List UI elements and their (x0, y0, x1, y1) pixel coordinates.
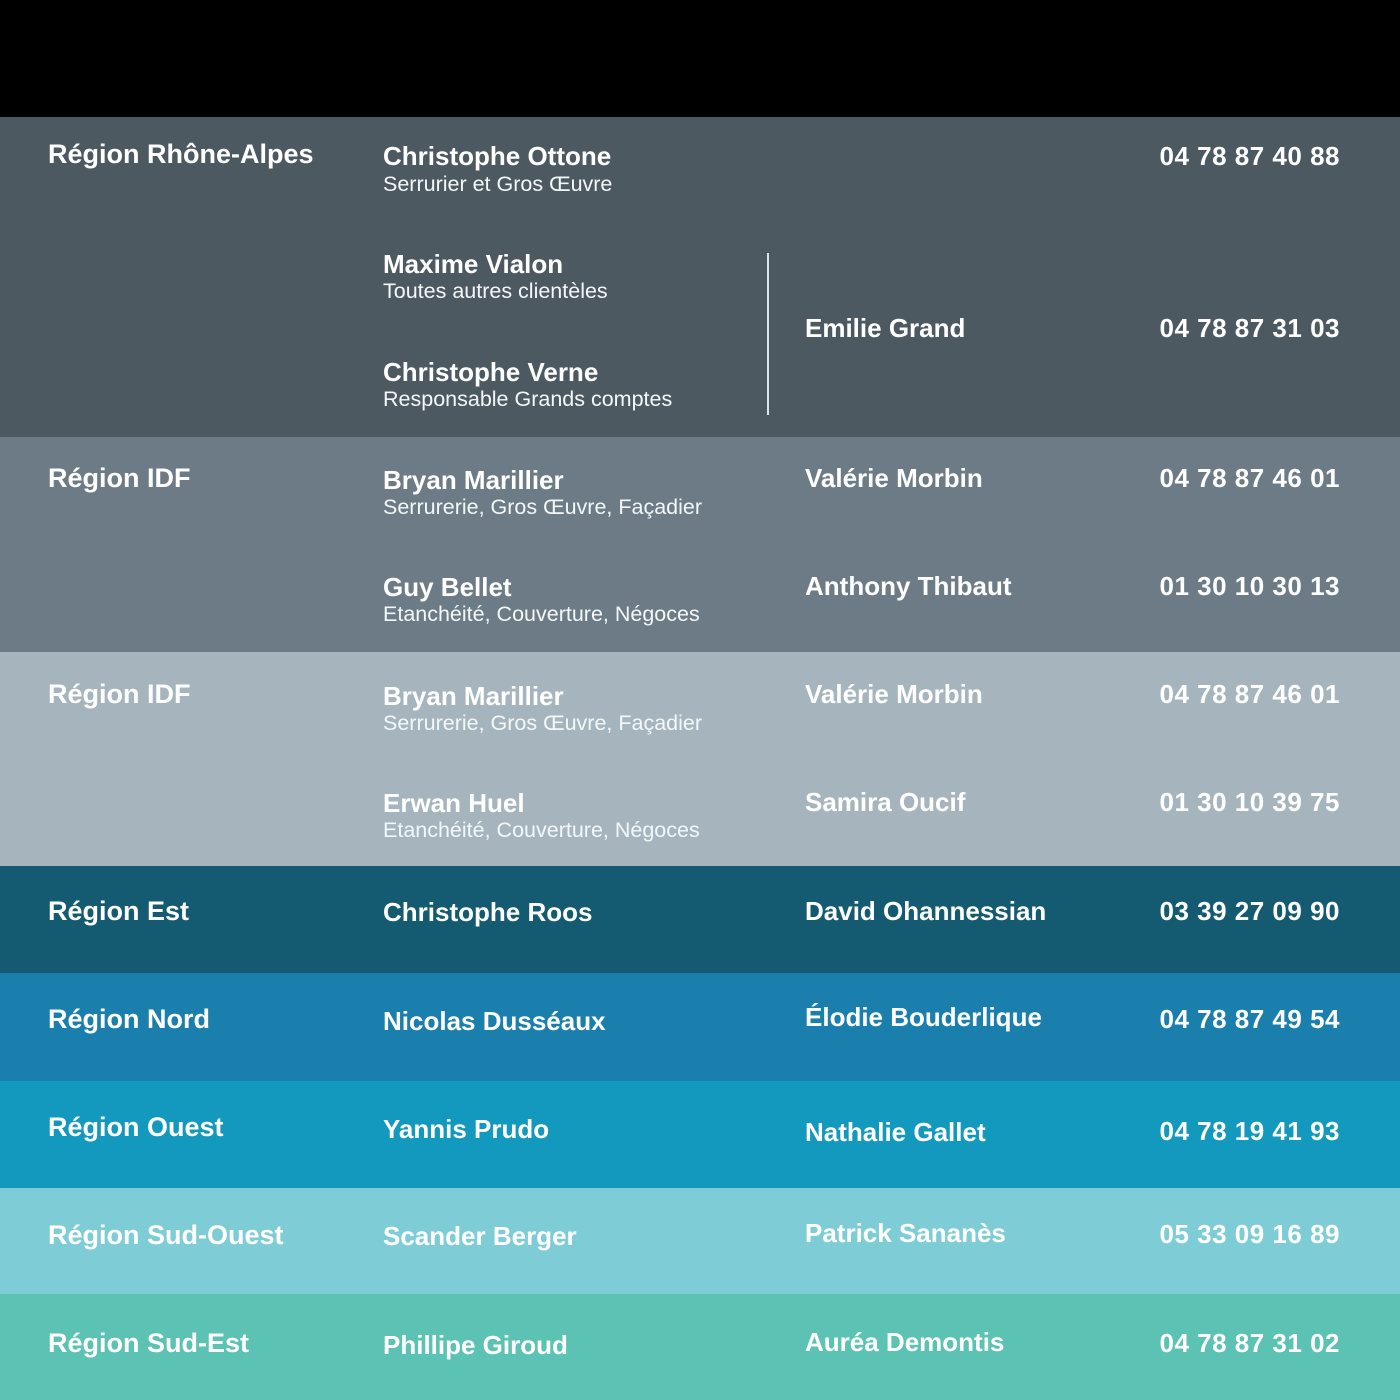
region-band-est (0, 866, 1400, 973)
contact-role: Serrurier et Gros Œuvre (383, 172, 613, 196)
region-label: Région Nord (48, 1004, 210, 1034)
contact-name: Bryan Marillier (383, 465, 564, 495)
assistant-name: Patrick Sananès (805, 1218, 1006, 1248)
contact-name: Christophe Roos (383, 897, 593, 927)
assistant-name: Valérie Morbin (805, 463, 983, 493)
contact-name: Christophe Ottone (383, 141, 612, 171)
region-label: Région Sud-Est (48, 1328, 249, 1358)
phone-number: 04 78 87 49 54 (1159, 1004, 1340, 1034)
contact-role: Serrurerie, Gros Œuvre, Façadier (383, 711, 703, 735)
phone-number: 04 78 19 41 93 (1159, 1116, 1340, 1146)
region-label: Région Est (48, 896, 190, 926)
contact-role: Etanchéité, Couverture, Négoces (383, 818, 700, 842)
phone-number: 05 33 09 16 89 (1159, 1219, 1340, 1249)
contact-name: Guy Bellet (383, 572, 512, 602)
contact-role: Toutes autres clientèles (383, 279, 608, 303)
assistant-name: Emilie Grand (805, 313, 966, 343)
phone-number: 01 30 10 30 13 (1159, 571, 1340, 601)
phone-number: 03 39 27 09 90 (1159, 896, 1340, 926)
region-label: Région IDF (48, 679, 191, 709)
header-band (0, 0, 1400, 117)
region-band-rhone-alpes (0, 117, 1400, 437)
region-band-sud-ouest (0, 1188, 1400, 1294)
phone-number: 04 78 87 31 03 (1159, 313, 1340, 343)
region-label: Région Ouest (48, 1112, 224, 1142)
contact-name: Scander Berger (383, 1221, 577, 1251)
region-label: Région Sud-Ouest (48, 1220, 284, 1250)
assistant-name: Samira Oucif (805, 787, 966, 817)
contact-name: Yannis Prudo (383, 1114, 550, 1144)
contact-name: Maxime Vialon (383, 249, 564, 279)
region-band-idf-1 (0, 437, 1400, 652)
contact-name: Erwan Huel (383, 788, 525, 818)
assistant-name: Élodie Bouderlique (805, 1002, 1042, 1032)
region-band-sud-est (0, 1294, 1400, 1400)
contact-role: Serrurerie, Gros Œuvre, Façadier (383, 495, 703, 519)
contact-name: Bryan Marillier (383, 681, 564, 711)
phone-number: 04 78 87 46 01 (1159, 463, 1340, 493)
region-label: Région IDF (48, 463, 191, 493)
region-band-idf-2 (0, 652, 1400, 866)
assistant-group-line (767, 253, 769, 415)
phone-number: 04 78 87 46 01 (1159, 679, 1340, 709)
assistant-name: Nathalie Gallet (805, 1117, 986, 1147)
region-label: Région Rhône-Alpes (48, 139, 314, 169)
phone-number: 01 30 10 39 75 (1159, 787, 1340, 817)
assistant-name: Valérie Morbin (805, 679, 983, 709)
contact-role: Responsable Grands comptes (383, 387, 673, 411)
assistant-name: David Ohannessian (805, 896, 1047, 926)
assistant-name: Anthony Thibaut (805, 571, 1012, 601)
region-band-ouest (0, 1081, 1400, 1188)
contact-name: Phillipe Giroud (383, 1330, 568, 1360)
contact-role: Etanchéité, Couverture, Négoces (383, 602, 700, 626)
contact-name: Christophe Verne (383, 357, 599, 387)
contact-name: Nicolas Dusséaux (383, 1006, 606, 1036)
assistant-name: Auréa Demontis (805, 1327, 1005, 1357)
phone-number: 04 78 87 31 02 (1159, 1328, 1340, 1358)
region-band-nord (0, 973, 1400, 1081)
phone-number: 04 78 87 40 88 (1159, 141, 1340, 171)
